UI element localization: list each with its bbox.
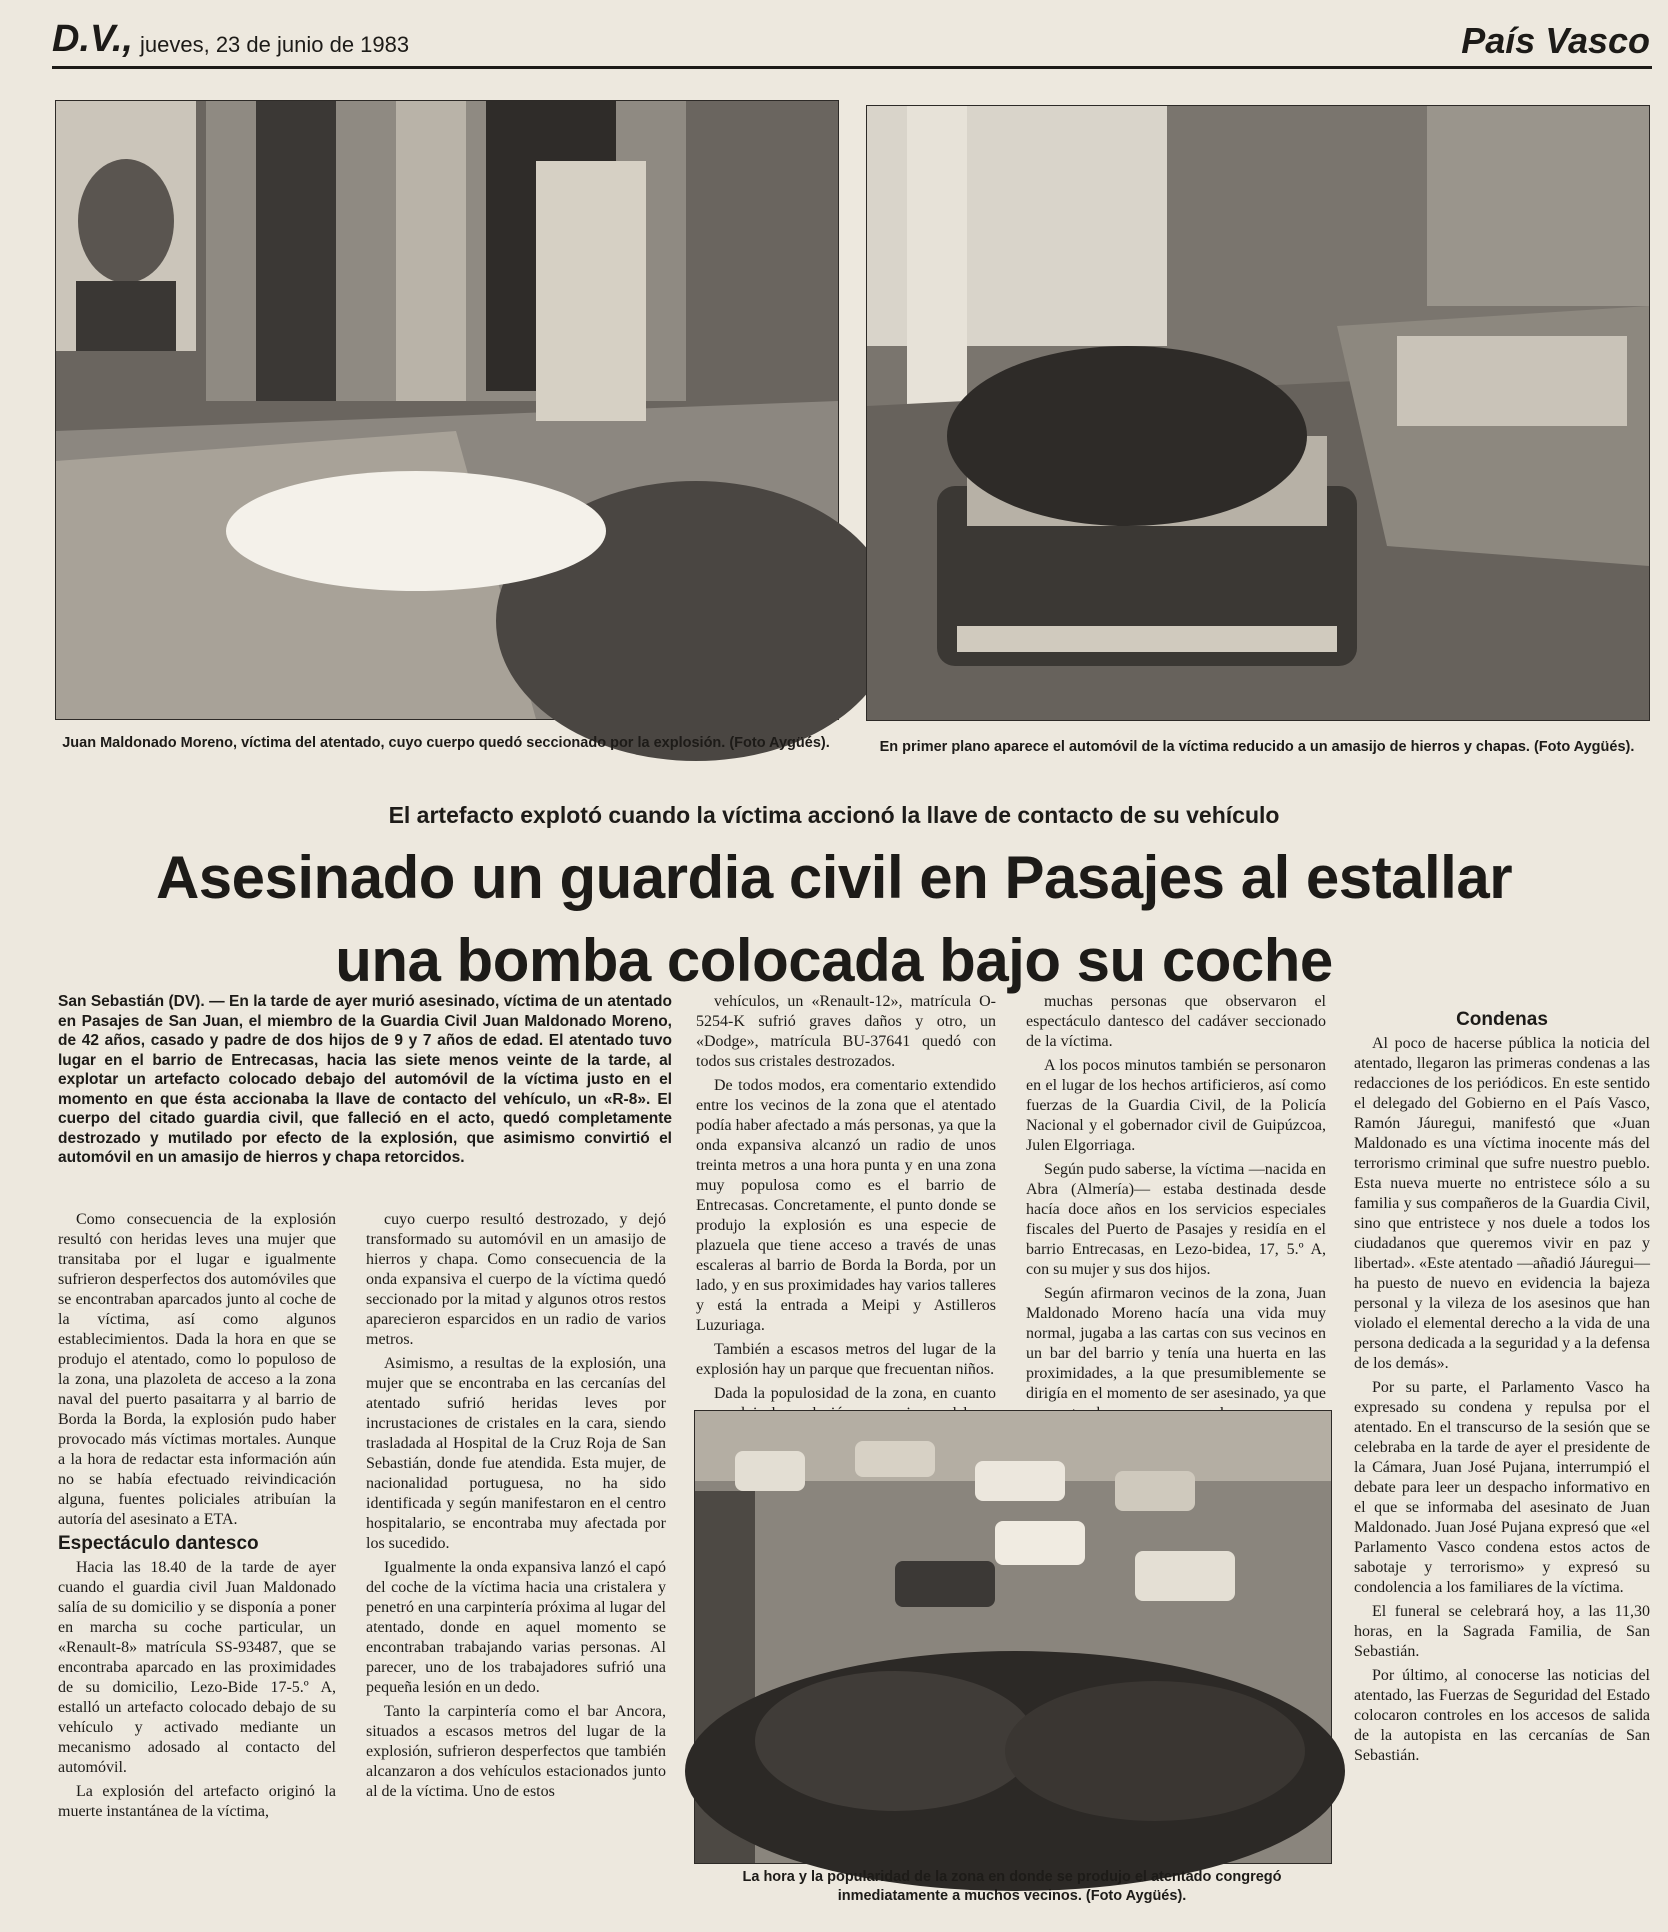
paragraph: Tanto la carpintería como el bar Ancora, situados a escasos metros del lugar de la explosión, sufrieron desperfectos que también alcanzaron a dos vehículos estacionados junto al de la víctima. Uno de estos (366, 1703, 666, 1800)
article-column-2 (366, 1210, 666, 1922)
paragraph: De todos modos, era comentario extendido entre los vecinos de la zona que el atentado podía haber afectado a más personas, ya que la onda expansiva alcanzó un radio de unos treinta metros a una hora punta y en una zona muy populosa como es el barrio de Entrecasas. Concretamente, el punto donde se produjo la explosión es una especie de plazuela que tiene acceso a través de unas escaleras al barrio de Borda la Borda, por un lado, y en sus proximidades hay varios talleres y está la entrada a Meipi y Astilleros Luzuriaga. (696, 1077, 996, 1334)
section-title: País Vasco (1461, 20, 1650, 61)
article-column-3 (696, 992, 996, 1402)
paragraph: Por su parte, el Parlamento Vasco ha expresado su condena y repulsa por el atentado. En el transcurso de la sesión que se celebraba en la tarde de ayer el presidente de la Cámara, Juan José Pujana, interrumpió el debate para leer un despacho informativo en el que se informaba del asesinato de Juan Maldonado. Juan José Pujana expresó que «el Parlamento Vasco condena estos actos de sabotaje y terrorismo» y expresó su condolencia a los familiares de la víctima. (1354, 1379, 1650, 1596)
paragraph: Según pudo saberse, la víctima —nacida en Abra (Almería)— estaba destinada desde hacía doce años en los servicios especiales fiscales del Puerto de Pasajes y residía en el barrio Entrecasas, en Lezo-bidea, 17, 5.º A, con su mujer y sus dos hijos. (1026, 1161, 1326, 1278)
newspaper-logo: D.V., (52, 18, 133, 60)
subhead-espectaculo: Espectáculo dantesco (58, 1533, 259, 1554)
paragraph: Por último, al conocerse las noticias del atentado, las Fuerzas de Seguridad del Estado colocaron controles en los accesos de salida de la autopista en las cercanías de San Sebastián. (1354, 1667, 1650, 1764)
paragraph: Asimismo, a resultas de la explosión, una mujer que se encontraba en las cercanías del atentado sufrió heridas leves por incrustaciones de cristales en la cara, siendo trasladada al Hospital de la Cruz Roja de San Sebastián, donde fue atendida. Esta mujer, de nacionalidad portuguesa, no ha sido identificada y según manifestaron en el centro hospitalario, se encontraba muy afectada por los sucedido. (366, 1355, 666, 1552)
caption-crowd-photo: La hora y la popularidad de la zona en donde se produjo el atentado congregó inmediatamente a muchos vecinos. (Foto Aygüés). (742, 1869, 1282, 1904)
masthead-rule (52, 66, 1652, 69)
paragraph: Al poco de hacerse pública la noticia del atentado, llegaron las primeras condenas a las redacciones de los periódicos. En este sentido el delegado del Gobierno en el País Vasco, Ramón Jáuregui, manifestó que «Juan Maldonado es una víctima inocente más del terrorismo criminal que sufre nuestro pueblo. Esta nueva muerte no entristece sólo a su familia y sus compañeros de la Guardia Civil, sino que entristece y nos duele a todos los ciudadanos que queremos vivir en paz y libertad». «Este atentado —añadió Jáuregui— ha puesto de nuevo en evidencia la bajeza personal y la vileza de los asesinos que han violado el elemental derecho a la vida de una persona dedicada a la seguridad y a la defensa de los demás». (1354, 1035, 1650, 1372)
article-headline-line-1: Asesinado un guardia civil en Pasajes al estallar (155, 844, 1513, 911)
caption-left-photo: Juan Maldonado Moreno, víctima del atentado, cuyo cuerpo quedó seccionado por la explosión. (Foto Aygüés). (62, 735, 830, 751)
paragraph: cuyo cuerpo resultó destrozado, y dejó transformado su automóvil en un amasijo de hierros y chapa. Como consecuencia de la onda expansiva el cuerpo de la víctima quedó seccionado por la mitad y algunos otros restos aparecieron esparcidos en un radio de varios metros. (366, 1211, 666, 1348)
article-kicker: El artefacto explotó cuando la víctima accionó la llave de contacto de su vehículo (388, 802, 1280, 828)
article-column-1 (58, 1210, 336, 1922)
article-column-5 (1354, 1010, 1650, 1922)
paragraph: Hacia las 18.40 de la tarde de ayer cuando el guardia civil Juan Maldonado salía de su domicilio y se disponía a poner en marcha su coche particular, un «Renault-8» matrícula SS-93487, que se encontraba aparcado en las proximidades de su domicilio, Lezo-Bide 17-5.º A, estalló un artefacto colocado debajo de su vehículo y activado mediante un mecanismo adosado al contacto del automóvil. (58, 1559, 336, 1776)
paragraph: El funeral se celebrará hoy, a las 11,30 horas, en la Sagrada Familia, de San Sebastián. (1354, 1603, 1650, 1660)
photo-wrecked-car (866, 105, 1650, 721)
photo-crowd (694, 1410, 1332, 1864)
paragraph: Como consecuencia de la explosión resultó con heridas leves una mujer que transitaba por el lugar e igualmente sufrieron desperfectos dos automóviles que se encontraban aparcados junto al coche de la víctima, así como algunos establecimientos. Dada la hora en que se produjo el atentado, como lo populoso de la zona, una plazoleta de acceso a la zona naval del puerto pasaitarra y al barrio de Borda la Borda, la explosión pudo haber provocado más víctimas mortales. Aunque a la hora de redactar esta información aún no se había efectuado reivindicación alguna, fuentes policiales atribuían la autoría del asesinato a ETA. (58, 1211, 336, 1528)
paragraph: muchas personas que observaron el espectáculo dantesco del cadáver seccionado de la víctima. (1026, 993, 1326, 1050)
paragraph: La explosión del artefacto originó la muerte instantánea de la víctima, (58, 1783, 336, 1820)
photo-victim-scene (55, 100, 839, 720)
paragraph: vehículos, un «Renault-12», matrícula O-5254-K sufrió graves daños y otro, un «Dodge», matrícula BU-37641 quedó con todos sus cristales destrozados. (696, 993, 996, 1070)
issue-date: jueves, 23 de junio de 1983 (140, 32, 410, 57)
paragraph: Dada la populosidad de la zona, en cuanto (714, 1385, 996, 1402)
paragraph: A los pocos minutos también se personaron en el lugar de los hechos artificieros, así como fuerzas de la Guardia Civil, de la Policía Nacional y el gobernador civil de Guipúzcoa, Julen Elgorriaga. (1026, 1057, 1326, 1154)
paragraph: Según afirmaron vecinos de la zona, Juan Maldonado Moreno hacía una vida muy normal, jugaba a las cartas con sus vecinos en un bar del barrio y tenía una huerta en las proximidades, a la que presumiblemente se dirigía en el momento de ser asesinado, ya que (1026, 1285, 1326, 1402)
caption-right-photo: En primer plano aparece el automóvil de la víctima reducido a un amasijo de hierros y chapas. (Foto Aygüés). (879, 739, 1635, 755)
article-headline-line-2: una bomba colocada bajo su coche (335, 927, 1333, 994)
paragraph: También a escasos metros del lugar de la explosión hay un parque que frecuentan niños. (696, 1341, 996, 1378)
article-column-4 (1026, 992, 1326, 1402)
paragraph: Igualmente la onda expansiva lanzó el capó del coche de la víctima hacia una cristalera y penetró en una carpintería próxima al lugar del atentado, donde en aquel momento se encontraban trabajando varias personas. Al parecer, uno de los trabajadores sufrió una pequeña lesión en un dedo. (366, 1559, 666, 1696)
lead-paragraph: San Sebastián (DV). — En la tarde de ayer murió asesinado, víctima de un atentado en Pasajes de San Juan, el miembro de la Guardia Civil Juan Maldonado Moreno, de 42 años, casado y padre de dos hijos de 9 y 7 años de edad. El atentado tuvo lugar en el barrio de Entrecasas, hacia las siete menos veinte de la tarde, al explotar un artefacto colocado debajo del automóvil de la víctima justo en el momento en que ésta accionaba la llave de contacto del vehículo, un «R-8». El cuerpo del citado guardia civil, que falleció en el acto, quedó completamente destrozado y mutilado por efecto de la explosión, que asimismo convirtió el automóvil en un amasijo de hierros y chapa retorcidos. (58, 993, 672, 1166)
subhead-condenas: Condenas (1456, 1009, 1548, 1030)
article-lead (58, 992, 672, 1202)
